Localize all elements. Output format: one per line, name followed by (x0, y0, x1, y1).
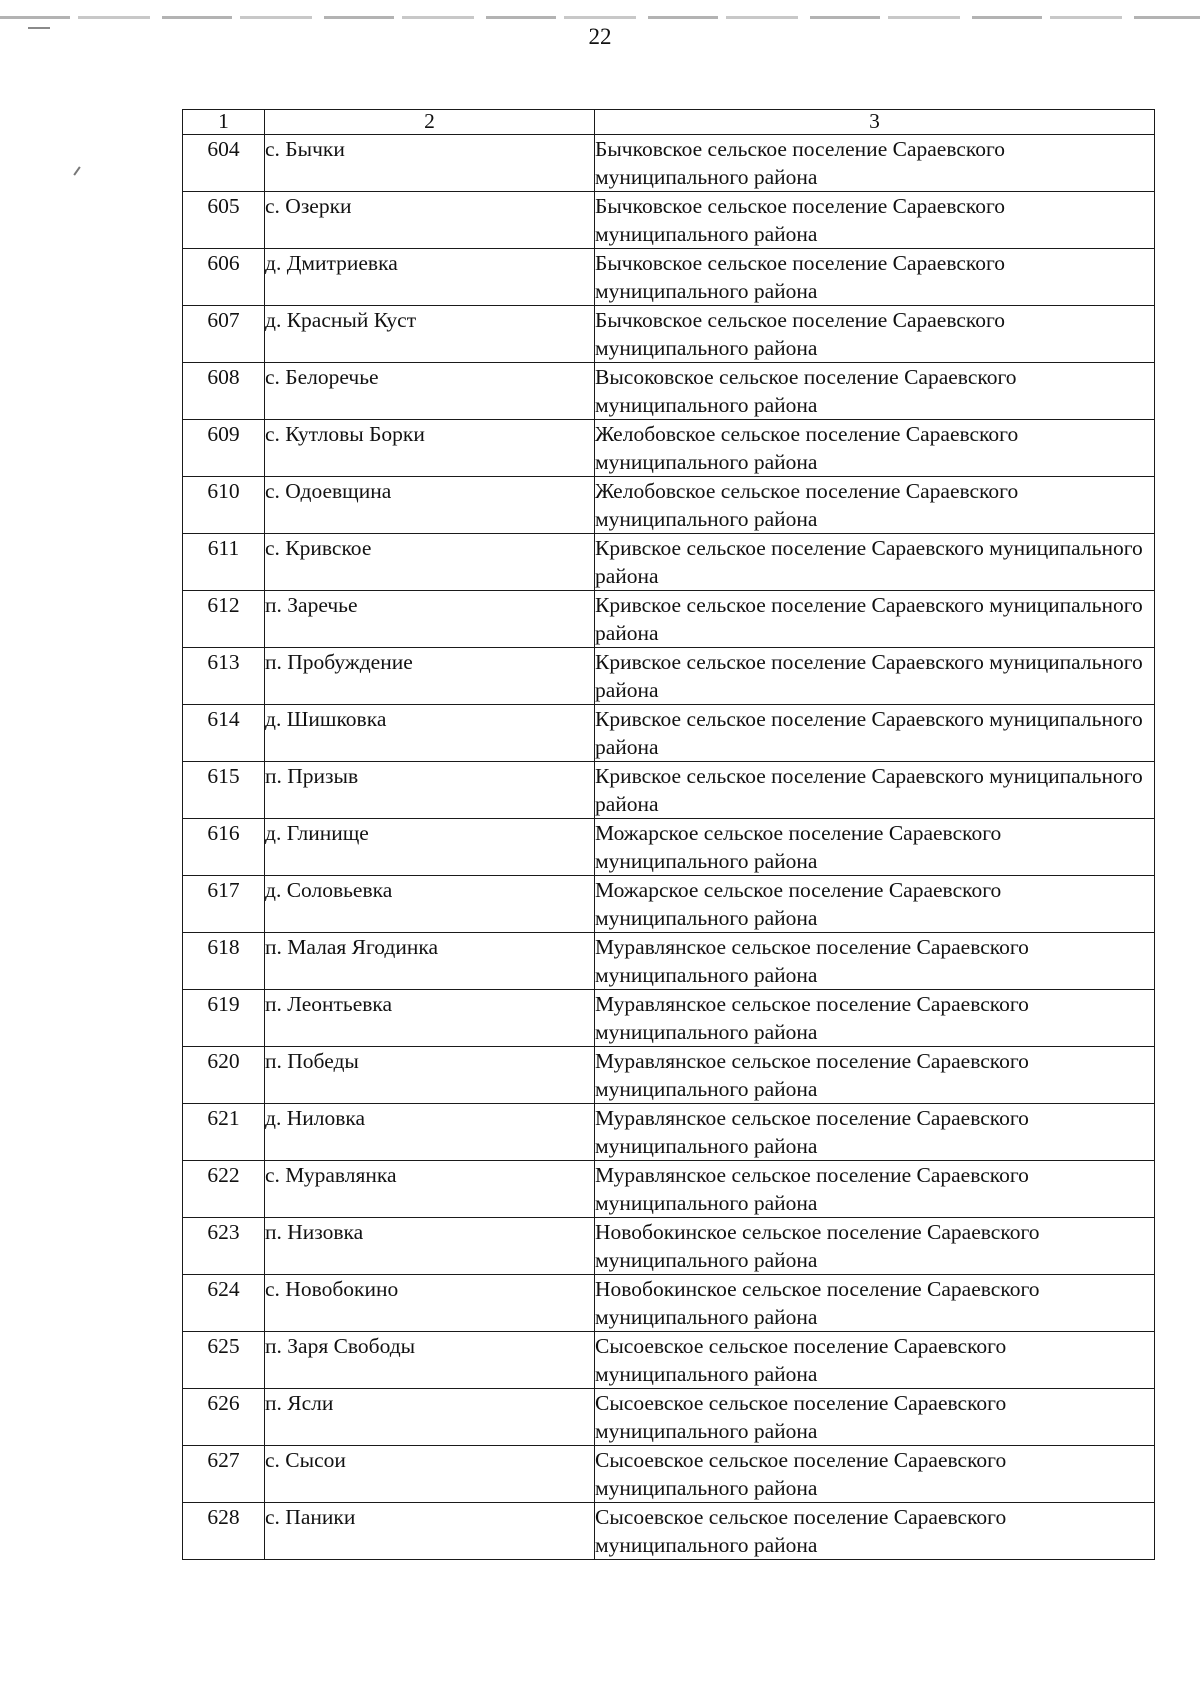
municipality-name: Можарское сельское поселение Сараевского муниципального района (595, 819, 1155, 876)
row-number: 612 (183, 591, 265, 648)
municipality-name: Можарское сельское поселение Сараевского муниципального района (595, 876, 1155, 933)
table-row (183, 1389, 1155, 1446)
municipality-name: Сысоевское сельское поселение Сараевского муниципального района (595, 1332, 1155, 1389)
settlement-name: п. Леонтьевка (265, 990, 595, 1047)
row-number: 619 (183, 990, 265, 1047)
table-row (183, 591, 1155, 648)
municipality-name: Муравлянское сельское поселение Сараевского муниципального района (595, 933, 1155, 990)
municipality-name: Сысоевское сельское поселение Сараевского муниципального района (595, 1389, 1155, 1446)
table-row (183, 1503, 1155, 1560)
row-number: 609 (183, 420, 265, 477)
table-row (183, 762, 1155, 819)
table-row (183, 420, 1155, 477)
municipality-name: Кривское сельское поселение Сараевского муниципального района (595, 705, 1155, 762)
settlement-name: д. Ниловка (265, 1104, 595, 1161)
table-row (183, 876, 1155, 933)
row-number: 624 (183, 1275, 265, 1332)
table-row (183, 1047, 1155, 1104)
settlement-name: д. Шишковка (265, 705, 595, 762)
settlement-name: п. Пробуждение (265, 648, 595, 705)
municipality-name: Высоковское сельское поселение Сараевского муниципального района (595, 363, 1155, 420)
settlement-name: с. Сысои (265, 1446, 595, 1503)
table-row (183, 705, 1155, 762)
row-number: 610 (183, 477, 265, 534)
municipality-name: Бычковское сельское поселение Сараевского муниципального района (595, 192, 1155, 249)
table-row (183, 1446, 1155, 1503)
table-row (183, 1218, 1155, 1275)
page-number: 22 (588, 24, 612, 49)
settlement-name: д. Глинище (265, 819, 595, 876)
row-number: 614 (183, 705, 265, 762)
row-number: 622 (183, 1161, 265, 1218)
settlements-table (182, 109, 1155, 1560)
settlement-name: п. Призыв (265, 762, 595, 819)
settlement-name: п. Малая Ягодинка (265, 933, 595, 990)
table-row (183, 192, 1155, 249)
row-number: 604 (183, 135, 265, 192)
settlement-name: п. Заречье (265, 591, 595, 648)
table-row (183, 534, 1155, 591)
row-number: 620 (183, 1047, 265, 1104)
table-row (183, 933, 1155, 990)
row-number: 616 (183, 819, 265, 876)
settlement-name: п. Низовка (265, 1218, 595, 1275)
municipality-name: Муравлянское сельское поселение Сараевского муниципального района (595, 990, 1155, 1047)
table-row (183, 990, 1155, 1047)
municipality-name: Сысоевское сельское поселение Сараевского муниципального района (595, 1446, 1155, 1503)
municipality-name: Муравлянское сельское поселение Сараевского муниципального района (595, 1161, 1155, 1218)
settlement-name: д. Красный Куст (265, 306, 595, 363)
row-number: 613 (183, 648, 265, 705)
row-number: 628 (183, 1503, 265, 1560)
settlement-name: с. Кривское (265, 534, 595, 591)
row-number: 605 (183, 192, 265, 249)
row-number: 625 (183, 1332, 265, 1389)
municipality-name: Желобовское сельское поселение Сараевского муниципального района (595, 477, 1155, 534)
row-number: 621 (183, 1104, 265, 1161)
settlement-name: п. Ясли (265, 1389, 595, 1446)
row-number: 627 (183, 1446, 265, 1503)
stray-pen-mark (73, 166, 80, 175)
municipality-name: Кривское сельское поселение Сараевского муниципального района (595, 648, 1155, 705)
settlement-name: с. Муравлянка (265, 1161, 595, 1218)
municipality-name: Сысоевское сельское поселение Сараевского муниципального района (595, 1503, 1155, 1560)
municipality-name: Муравлянское сельское поселение Сараевского муниципального района (595, 1047, 1155, 1104)
settlement-name: с. Новобокино (265, 1275, 595, 1332)
settlement-name: п. Победы (265, 1047, 595, 1104)
column-header-number: 1 (183, 110, 265, 135)
settlement-name: с. Белоречье (265, 363, 595, 420)
settlement-name: с. Озерки (265, 192, 595, 249)
table-row (183, 648, 1155, 705)
municipality-name: Бычковское сельское поселение Сараевского муниципального района (595, 306, 1155, 363)
table-row (183, 1104, 1155, 1161)
table-row (183, 249, 1155, 306)
table-row (183, 1275, 1155, 1332)
municipality-name: Кривское сельское поселение Сараевского муниципального района (595, 591, 1155, 648)
table-row (183, 135, 1155, 192)
municipality-name: Кривское сельское поселение Сараевского муниципального района (595, 762, 1155, 819)
settlement-name: с. Бычки (265, 135, 595, 192)
municipality-name: Желобовское сельское поселение Сараевского муниципального района (595, 420, 1155, 477)
row-number: 618 (183, 933, 265, 990)
municipality-name: Новобокинское сельское поселение Сараевского муниципального района (595, 1275, 1155, 1332)
row-number: 617 (183, 876, 265, 933)
settlement-name: д. Соловьевка (265, 876, 595, 933)
municipality-name: Кривское сельское поселение Сараевского муниципального района (595, 534, 1155, 591)
municipality-name: Бычковское сельское поселение Сараевского муниципального района (595, 135, 1155, 192)
column-header-municipality: 3 (595, 110, 1155, 135)
municipality-name: Бычковское сельское поселение Сараевского муниципального района (595, 249, 1155, 306)
settlement-name: с. Кутловы Борки (265, 420, 595, 477)
row-number: 611 (183, 534, 265, 591)
row-number: 608 (183, 363, 265, 420)
settlement-name: д. Дмитриевка (265, 249, 595, 306)
table-row (183, 1161, 1155, 1218)
table-header-row (183, 110, 1155, 135)
row-number: 606 (183, 249, 265, 306)
row-number: 607 (183, 306, 265, 363)
row-number: 623 (183, 1218, 265, 1275)
table-row (183, 1332, 1155, 1389)
column-header-settlement: 2 (265, 110, 595, 135)
table-row (183, 819, 1155, 876)
scan-edge-line (0, 16, 1200, 19)
settlement-name: п. Заря Свободы (265, 1332, 595, 1389)
municipality-name: Муравлянское сельское поселение Сараевского муниципального района (595, 1104, 1155, 1161)
settlement-name: с. Паники (265, 1503, 595, 1560)
table-row (183, 306, 1155, 363)
settlement-name: с. Одоевщина (265, 477, 595, 534)
table-row (183, 477, 1155, 534)
row-number: 615 (183, 762, 265, 819)
table-row (183, 363, 1155, 420)
row-number: 626 (183, 1389, 265, 1446)
municipality-name: Новобокинское сельское поселение Сараевского муниципального района (595, 1218, 1155, 1275)
